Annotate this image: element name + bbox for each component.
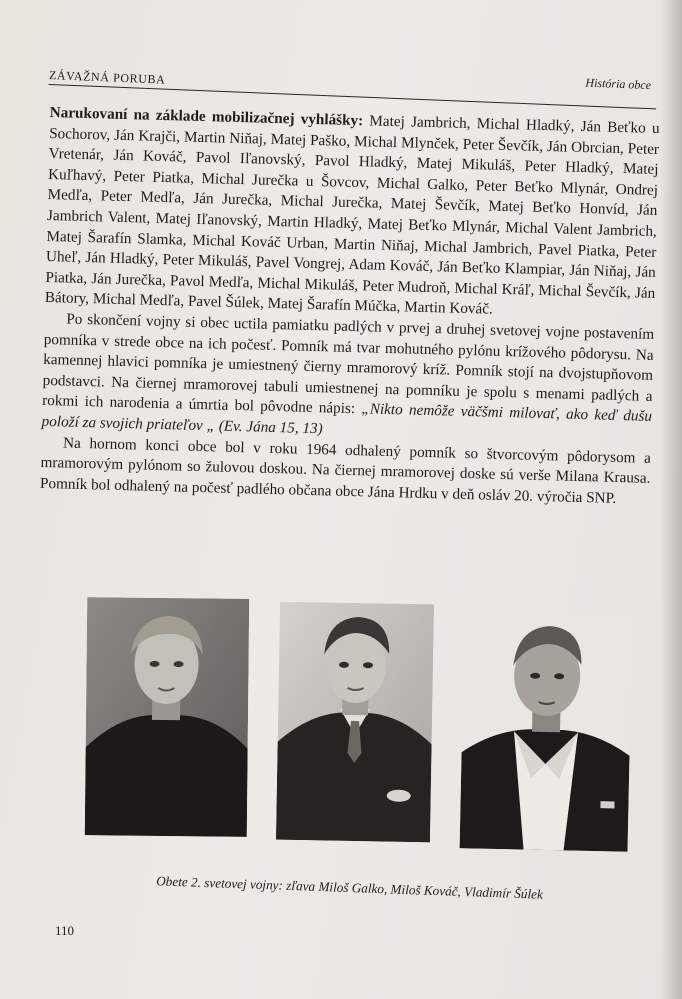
portrait-photo-1 (85, 597, 249, 837)
section-title: História obce (585, 75, 652, 93)
second-memorial-text: Na hornom konci obce bol v roku 1964 odhalený pomník so štvorcovým pôdorysom a mramorovým pylónom so žulovou doskou. Na čiernej mramorovej doske sú verše Milana Krausa. Pomník bol odhalený na počesť padlého občana obce Jána Hrdku v deň osláv 20. výročia SNP. (39, 433, 652, 507)
conscript-names: Matej Jambrich, Michal Hladký, Ján Beťko u Sochorov, Ján Krajči, Martin Niňaj, Matej Paško, Michal Mlynček, Peter Ševčík, Ján Obrcian, Peter Vretenár, Ján Kováč, Pavol Iľanovský, Pavol Hladký, Matej Mikuláš, Peter Hladký, Matej Kuľhavý, Peter Piatka, Michal Jurečka u Šovcov, Michal Galko, Peter Beťko Mlynár, Ondrej Medľa, Peter Medľa, Ján Jurečka, Michal Jurečka, Matej Ševčík, Matej Beťko Honvíd, Ján Jambrich Valent, Matej Iľanovský, Martin Hladký, Matej Beťko Mlynár, Michal Valent Jambrich, Matej Šarafín Slamka, Michal Kováč Urban, Martin Niňaj, Michal Jambrich, Pavel Piatka, Peter Uheľ, Ján Hladký, Peter Mikuláš, Pavel Vongrej, Adam Kováč, Ján Beťko Klampiar, Ján Niňaj, Ján Piatka, Ján Jurečka, Pavol Medľa, Michal Mikuláš, Peter Mudroň, Michal Kráľ, Michal Ševčík, Ján Bátory, Michal Medľa, Pavel Šúlek, Matej Šarafín Múčka, Martin Kováč. (44, 112, 660, 319)
page-number: 110 (55, 923, 75, 938)
portrait-photo-2 (276, 602, 434, 843)
photo-caption: Obete 2. svetovej vojny: zľava Miloš Galko, Miloš Kováč, Vladimír Šúlek (156, 873, 544, 902)
memorial-inscription: „Nikto nemôže väčšmi milovať, ako keď dušu položí za svojich priateľov „ (Ev. Jána 15, 13) (41, 400, 653, 438)
paragraph-lead: Narukovaní na základe mobilizačnej vyhlášky: (49, 103, 364, 130)
portrait-photo-3 (460, 612, 633, 851)
running-title: ZÁVAŽNÁ PORUBA (48, 67, 166, 87)
memorial-text: Po skončení vojny si obec uctila pamiatku padlých v prvej a druhej svetovej vojne postavením pomníka v strede obce na ich počesť. Pomník má tvar mohutného pylónu krížového pôdorysu. Na kamennej hlavici pomníka je umiestnený čierny mramorový kríž. Pomník stojí na dvojstupňovom podstavci. Na čiernej mramorovej tabuli umiestnenej na pomníku je spolu s menami padlých a rokmi ich narodenia a úmrtia bol pôvodne nápis: (41, 310, 655, 418)
